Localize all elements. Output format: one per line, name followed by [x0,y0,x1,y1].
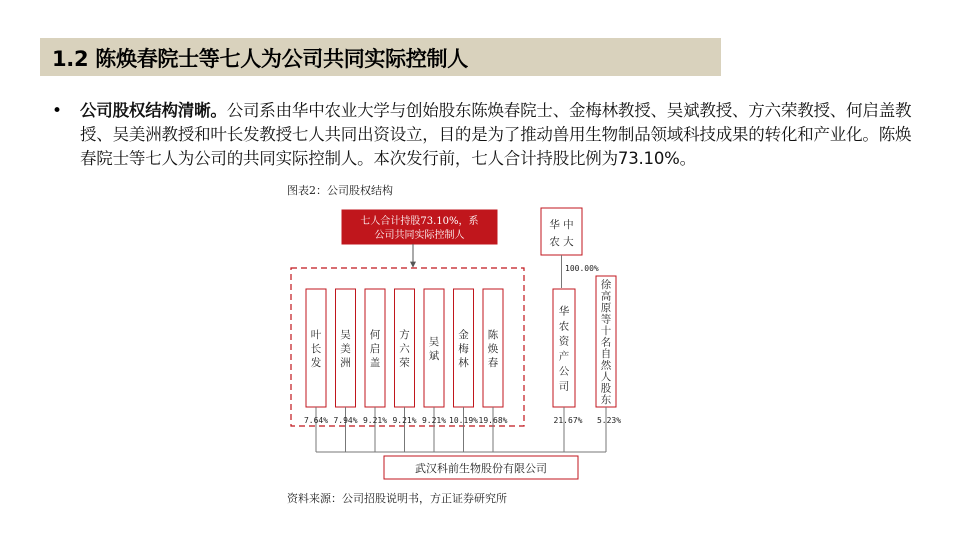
source-note: 资料来源：公司招股说明书，方正证券研究所 [287,492,507,505]
university-name-line-2: 农 大 [549,236,574,248]
shareholder-name: 金梅林 [458,329,469,369]
natural-persons-name: 徐高原等十名自然人股东 [600,279,612,406]
shareholder-share: 19.68% [478,416,508,425]
bullet-dot: • [52,101,63,121]
shareholder-name: 吴美洲 [340,329,351,369]
controller-note-line-2: 公司共同实际控制人 [374,230,465,241]
shareholder-name: 方六荣 [399,329,410,369]
shareholder-share: 9.21% [362,416,388,425]
company-name: 武汉科前生物股份有限公司 [415,462,547,475]
shareholder-name: 何启盖 [369,329,381,369]
shareholder-name: 叶长发 [310,329,322,369]
controller-note-line-1: 七人合计持股73.10%，系 [360,216,479,227]
shareholder-share: 9.21% [392,416,417,425]
university-name-line-1: 华 中 [549,219,574,231]
shareholder-share: 7.94% [333,416,358,425]
shareholder-name: 陈焕春 [487,329,499,369]
natural-persons-share: 5.23% [596,416,622,425]
shareholder-share: 10.19% [449,416,478,425]
bullet-lead: 公司股权结构清晰。 [80,101,227,120]
page-title: 1.2 陈焕春院士等七人为公司共同实际控制人 [52,47,468,71]
bullet-body: 公司系由华中农业大学与创始股东陈焕春院士、金梅林教授、吴斌教授、方六荣教授、何启盖教授、吴美洲教授和叶长发教授七人共同出资设立，目的是为了推动兽用生物制品领域科技成果的转化和产业化。陈焕春院士等七人为公司的共同实际控制人。本次发行前，七人合计持股比例为73.10%。 [80,101,912,168]
shareholder-share: 9.21% [421,416,447,425]
shareholder-name: 吴斌 [428,336,440,362]
shareholder-share: 7.64% [303,416,329,425]
university-share: 100.00% [565,264,599,273]
figure-caption: 图表2：公司股权结构 [287,184,393,197]
shareholder-box [424,289,444,407]
asset-company-share: 21.67% [553,416,583,425]
asset-company-name: 华农资产公司 [558,305,570,393]
